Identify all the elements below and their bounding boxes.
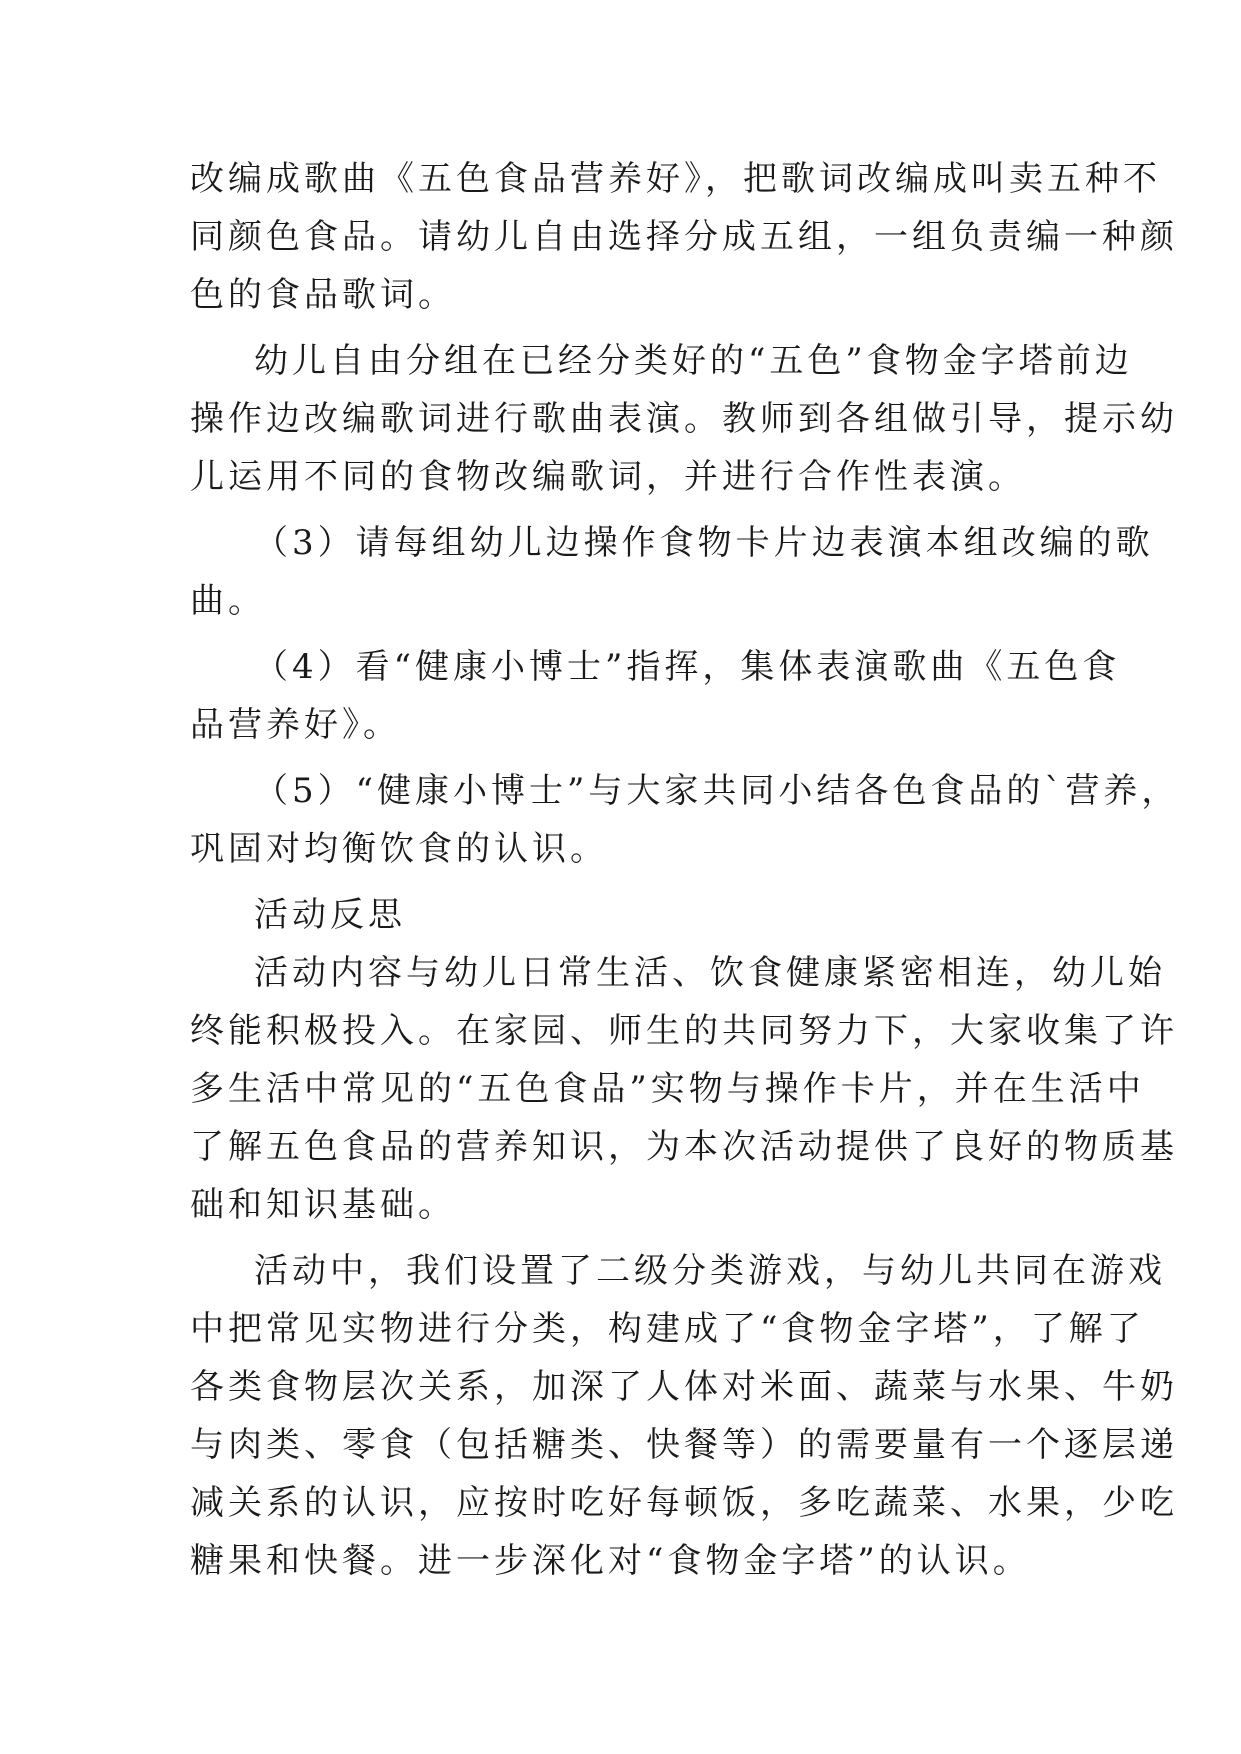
text-line: 儿运用不同的食物改编歌词，并进行合作性表演。 <box>190 457 1026 497</box>
text-line: （5）“健康小博士”与大家共同小结各色食品的`营养， <box>254 771 1180 811</box>
paragraph-step-5 <box>190 762 1180 878</box>
text-line: 础和知识基础。 <box>190 1185 456 1225</box>
text-line: 巩固对均衡饮食的认识。 <box>190 829 608 869</box>
paragraph-step-4 <box>190 638 1121 754</box>
paragraph-step-3 <box>190 514 1154 630</box>
text-line: 多生活中常见的“五色食品”实物与操作卡片，并在生活中 <box>190 1069 1145 1109</box>
text-line: 改编成歌曲《五色食品营养好》，把歌词改编成叫卖五种不 <box>190 159 1161 199</box>
text-line: 与肉类、零食（包括糖类、快餐等）的需要量有一个逐层递 <box>190 1425 1178 1465</box>
section-heading-reflection <box>190 886 1060 944</box>
text-line: 活动内容与幼儿日常生活、饮食健康紧密相连，幼儿始 <box>254 953 1166 993</box>
paragraph-reflection-2 <box>190 1242 1178 1590</box>
section-heading: 活动反思 <box>254 895 406 935</box>
text-line: 幼儿自由分组在已经分类好的“五色”食物金字塔前边 <box>254 341 1133 381</box>
paragraph-reflection-1 <box>190 944 1178 1234</box>
text-line: （3）请每组幼儿边操作食物卡片边表演本组改编的歌 <box>254 523 1154 563</box>
paragraph-1 <box>190 150 1178 324</box>
body-text <box>190 150 1180 1590</box>
text-line: 同颜色食品。请幼儿自由选择分成五组，一组负责编一种颜 <box>190 217 1178 257</box>
text-line: 糖果和快餐。进一步深化对“食物金字塔”的认识。 <box>190 1541 1031 1581</box>
text-line: 活动中，我们设置了二级分类游戏，与幼儿共同在游戏 <box>254 1251 1166 1291</box>
text-line: 减关系的认识，应按时吃好每顿饭，多吃蔬菜、水果，少吃 <box>190 1483 1178 1523</box>
text-line: 终能积极投入。在家园、师生的共同努力下，大家收集了许 <box>190 1011 1178 1051</box>
paragraph-2 <box>190 332 1178 506</box>
text-line: 中把常见实物进行分类，构建成了“食物金字塔”，了解了 <box>190 1309 1145 1349</box>
text-line: 色的食品歌词。 <box>190 275 456 315</box>
text-line: 了解五色食品的营养知识，为本次活动提供了良好的物质基 <box>190 1127 1178 1167</box>
text-line: （4）看“健康小博士”指挥，集体表演歌曲《五色食 <box>254 647 1121 687</box>
text-line: 品营养好》。 <box>190 705 401 745</box>
text-line: 操作边改编歌词进行歌曲表演。教师到各组做引导，提示幼 <box>190 399 1178 439</box>
text-line: 曲。 <box>190 581 266 621</box>
text-line: 各类食物层次关系，加深了人体对米面、蔬菜与水果、牛奶 <box>190 1367 1178 1407</box>
